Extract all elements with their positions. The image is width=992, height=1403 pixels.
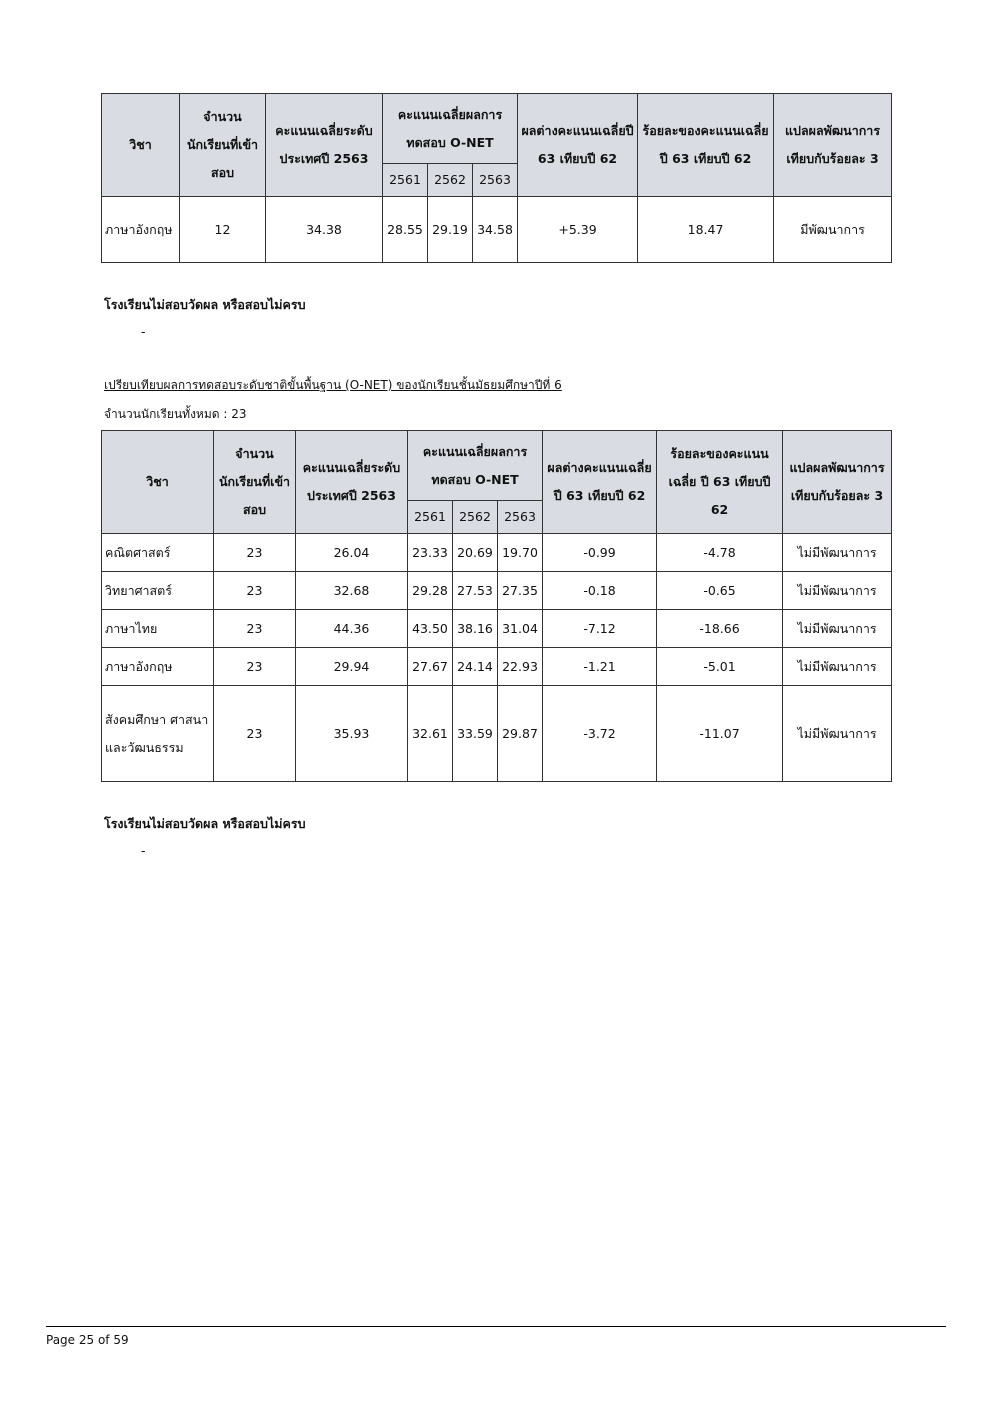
cell-2562: 29.19 (428, 197, 473, 263)
cell-national: 26.04 (296, 534, 408, 572)
cell-pct: 18.47 (638, 197, 774, 263)
missing-exam-dash: - (141, 324, 146, 339)
cell-national: 44.36 (296, 610, 408, 648)
cell-2563: 19.70 (498, 534, 543, 572)
onet-table-1 (101, 93, 892, 263)
header-year-2562: 2562 (428, 164, 473, 197)
cell-subject: ภาษาไทย (102, 610, 214, 648)
header-school-avg: คะแนนเฉลี่ยผลการทดสอบ O-NET (383, 94, 518, 164)
cell-2562: 24.14 (453, 648, 498, 686)
cell-2561: 32.61 (408, 686, 453, 782)
cell-interp: ไม่มีพัฒนาการ (783, 648, 892, 686)
cell-pct: -5.01 (657, 648, 783, 686)
header-students: จำนวนนักเรียนที่เข้าสอบ (214, 431, 296, 534)
cell-national: 35.93 (296, 686, 408, 782)
cell-2562: 33.59 (453, 686, 498, 782)
cell-interp: ไม่มีพัฒนาการ (783, 534, 892, 572)
onet-table-2 (101, 430, 892, 782)
cell-interp: มีพัฒนาการ (774, 197, 892, 263)
header-year-2563: 2563 (473, 164, 518, 197)
header-subject: วิชา (102, 94, 180, 197)
table-row (102, 686, 892, 782)
cell-2561: 43.50 (408, 610, 453, 648)
cell-students: 23 (214, 648, 296, 686)
cell-2563: 29.87 (498, 686, 543, 782)
cell-subject: สังคมศึกษา ศาสนา และวัฒนธรรม (102, 686, 214, 782)
header-pct: ร้อยละของคะแนนเฉลี่ย ปี 63 เทียบปี 62 (657, 431, 783, 534)
cell-diff: +5.39 (518, 197, 638, 263)
cell-subject: คณิตศาสตร์ (102, 534, 214, 572)
cell-subject: ภาษาอังกฤษ (102, 648, 214, 686)
cell-subject: ภาษาอังกฤษ (102, 197, 180, 263)
cell-pct: -11.07 (657, 686, 783, 782)
missing-exam-note: โรงเรียนไม่สอบวัดผล หรือสอบไม่ครบ (104, 816, 306, 831)
cell-diff: -7.12 (543, 610, 657, 648)
cell-students: 23 (214, 534, 296, 572)
header-year-2563: 2563 (498, 501, 543, 534)
cell-2562: 38.16 (453, 610, 498, 648)
section-title: เปรียบเทียบผลการทดสอบระดับชาติขั้นพื้นฐาน (O-NET) ของนักเรียนชั้นมัธยมศึกษาปีที่ 6 (104, 378, 562, 392)
header-interp: แปลผลพัฒนาการเทียบกับร้อยละ 3 (774, 94, 892, 197)
cell-national: 32.68 (296, 572, 408, 610)
cell-2561: 23.33 (408, 534, 453, 572)
cell-2563: 34.58 (473, 197, 518, 263)
cell-pct: -0.65 (657, 572, 783, 610)
header-national: คะแนนเฉลี่ยระดับประเทศปี 2563 (296, 431, 408, 534)
cell-diff: -1.21 (543, 648, 657, 686)
header-pct: ร้อยละของคะแนนเฉลี่ย ปี 63 เทียบปี 62 (638, 94, 774, 197)
cell-students: 12 (180, 197, 266, 263)
table-row (102, 534, 892, 572)
cell-interp: ไม่มีพัฒนาการ (783, 572, 892, 610)
table-row (102, 610, 892, 648)
header-diff: ผลต่างคะแนนเฉลี่ยปี 63 เทียบปี 62 (518, 94, 638, 197)
header-subject: วิชา (102, 431, 214, 534)
page-number: Page 25 of 59 (46, 1333, 129, 1347)
cell-students: 23 (214, 610, 296, 648)
cell-pct: -4.78 (657, 534, 783, 572)
cell-national: 34.38 (266, 197, 383, 263)
table-row (102, 572, 892, 610)
header-national: คะแนนเฉลี่ยระดับประเทศปี 2563 (266, 94, 383, 197)
cell-diff: -0.99 (543, 534, 657, 572)
cell-2563: 31.04 (498, 610, 543, 648)
table-row (102, 197, 892, 263)
cell-subject: วิทยาศาสตร์ (102, 572, 214, 610)
cell-diff: -0.18 (543, 572, 657, 610)
header-diff: ผลต่างคะแนนเฉลี่ย ปี 63 เทียบปี 62 (543, 431, 657, 534)
header-school-avg: คะแนนเฉลี่ยผลการทดสอบ O-NET (408, 431, 543, 501)
total-students: จำนวนนักเรียนทั้งหมด : 23 (104, 407, 247, 421)
table-row (102, 648, 892, 686)
cell-2563: 27.35 (498, 572, 543, 610)
header-students: จำนวนนักเรียนที่เข้าสอบ (180, 94, 266, 197)
cell-interp: ไม่มีพัฒนาการ (783, 610, 892, 648)
header-interp: แปลผลพัฒนาการเทียบกับร้อยละ 3 (783, 431, 892, 534)
cell-2561: 28.55 (383, 197, 428, 263)
cell-national: 29.94 (296, 648, 408, 686)
header-year-2562: 2562 (453, 501, 498, 534)
footer-divider (46, 1326, 946, 1327)
cell-2561: 29.28 (408, 572, 453, 610)
cell-interp: ไม่มีพัฒนาการ (783, 686, 892, 782)
cell-pct: -18.66 (657, 610, 783, 648)
cell-2561: 27.67 (408, 648, 453, 686)
missing-exam-dash: - (141, 843, 146, 858)
cell-2562: 27.53 (453, 572, 498, 610)
missing-exam-note: โรงเรียนไม่สอบวัดผล หรือสอบไม่ครบ (104, 297, 306, 312)
header-year-2561: 2561 (408, 501, 453, 534)
cell-students: 23 (214, 572, 296, 610)
cell-2563: 22.93 (498, 648, 543, 686)
cell-students: 23 (214, 686, 296, 782)
header-year-2561: 2561 (383, 164, 428, 197)
cell-diff: -3.72 (543, 686, 657, 782)
cell-2562: 20.69 (453, 534, 498, 572)
